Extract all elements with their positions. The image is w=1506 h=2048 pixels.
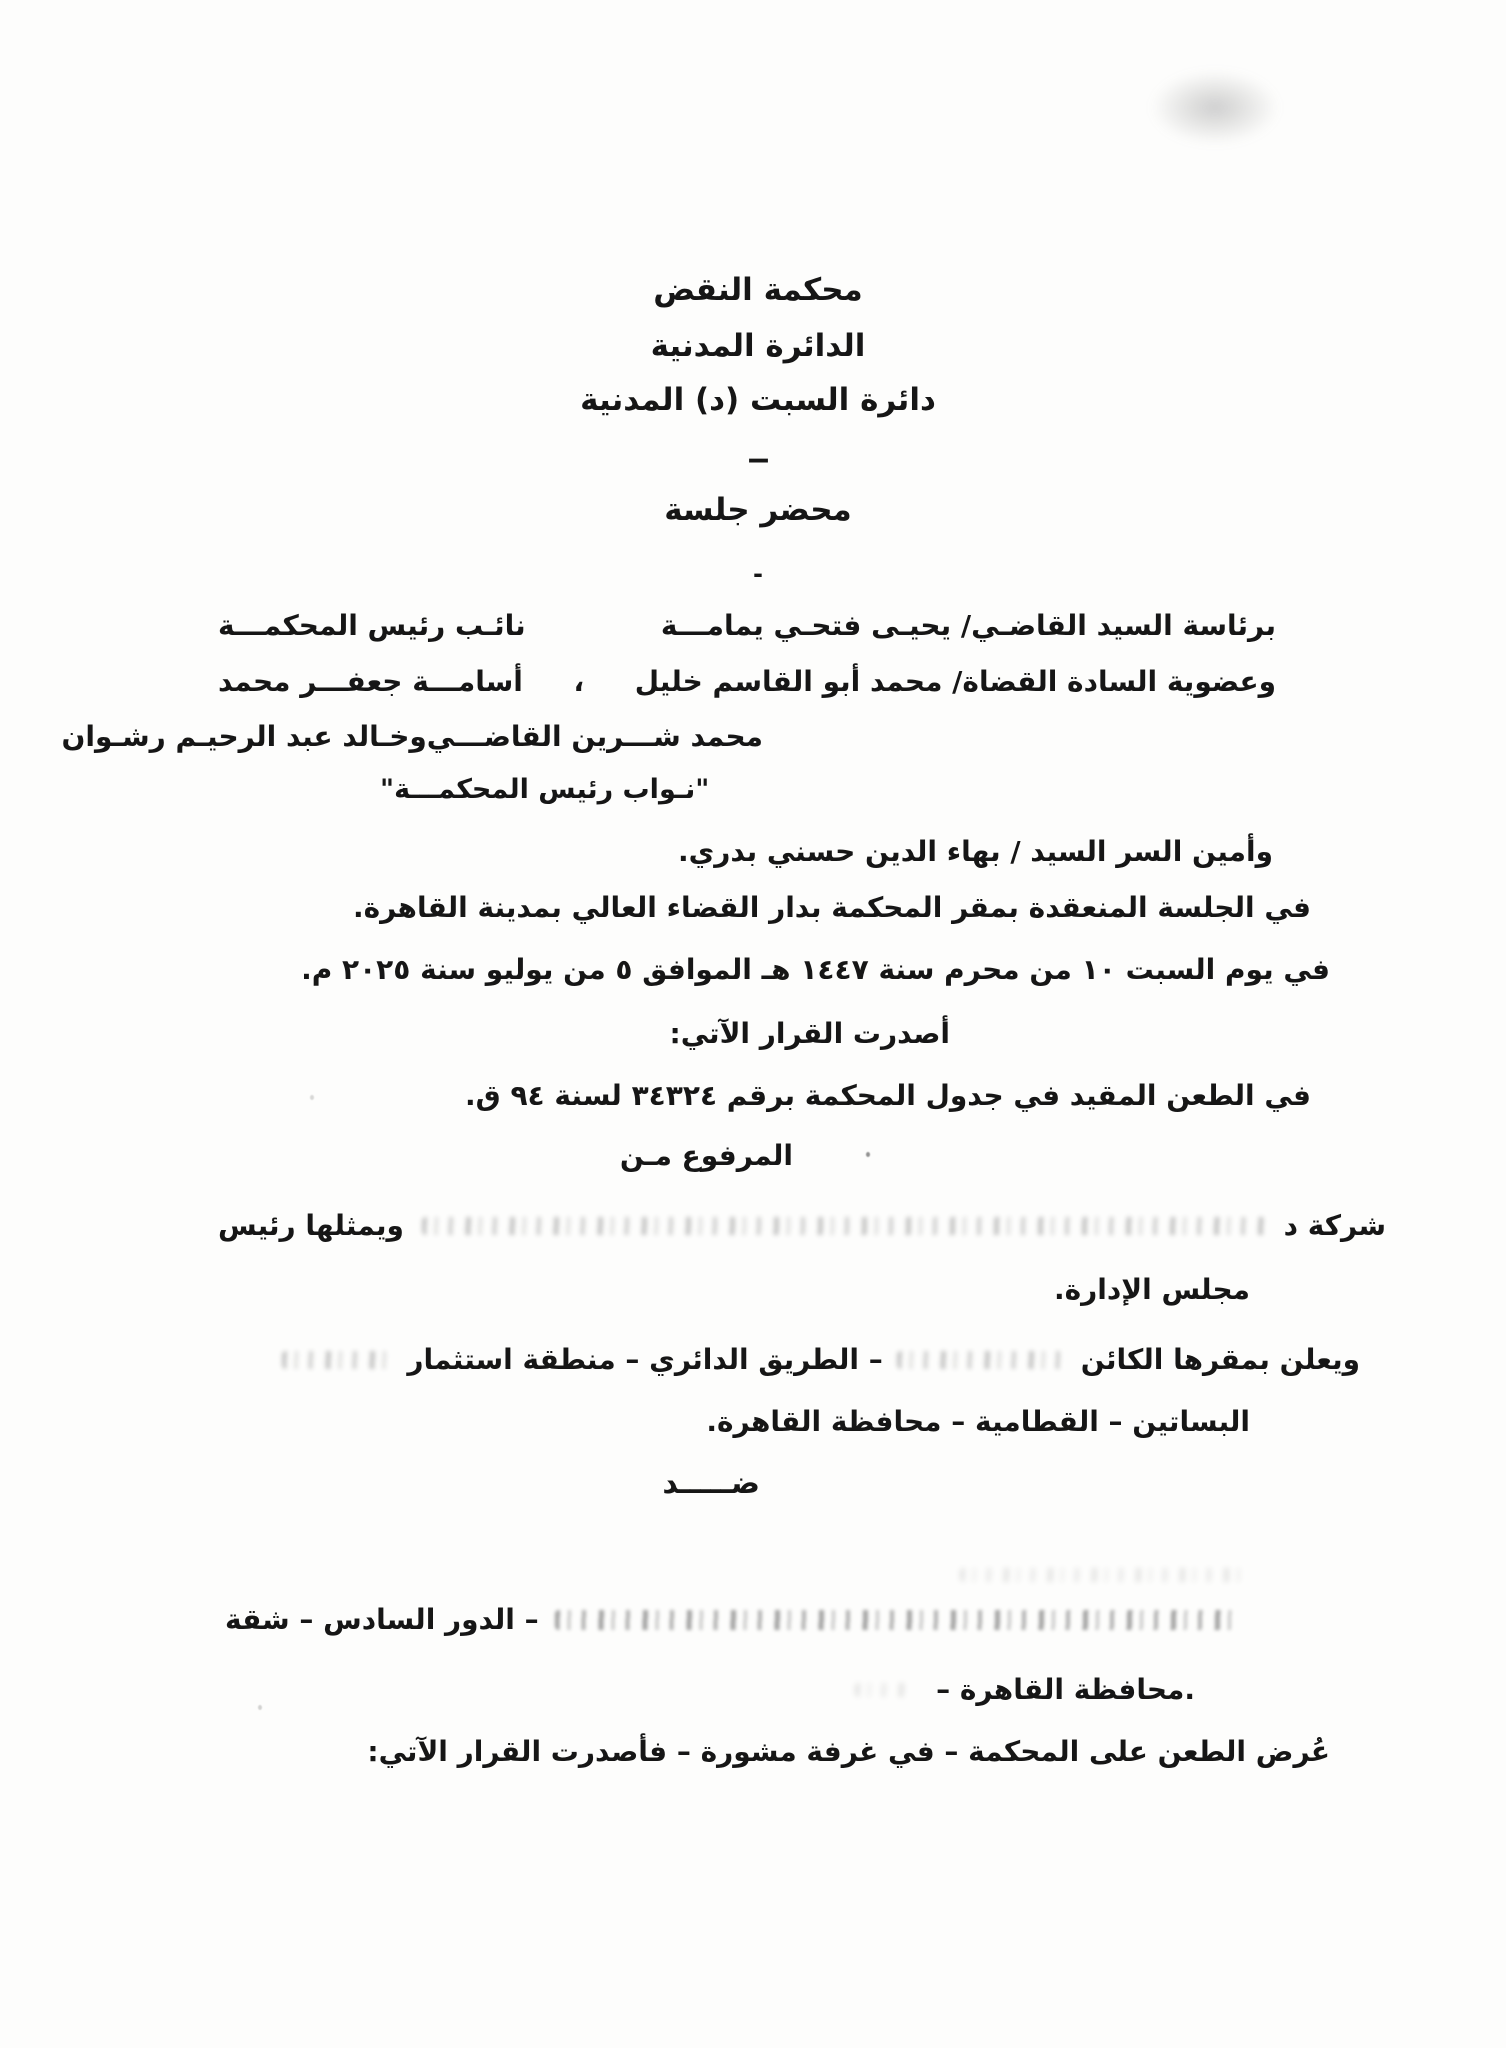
redacted-text — [960, 1568, 1250, 1582]
presiding-judge-title: نائـب رئيس المحكمـــة — [218, 609, 526, 642]
court-circuit: دائرة السبت (د) المدنية — [580, 382, 936, 418]
filed-by-heading: المرفوع مـن — [619, 1139, 793, 1172]
appellant-address-continuation: البساتين – القطامية – محافظة القاهرة. — [706, 1405, 1250, 1438]
conjunction-waw: و — [409, 720, 427, 753]
address-prefix: ويعلن بمقرها الكائن — [1080, 1343, 1360, 1376]
versus-heading: ضـــــد — [662, 1466, 760, 1501]
deputies-note: "نـواب رئيس المحكمـــة" — [380, 774, 710, 805]
redacted-appellant-name — [422, 1217, 1266, 1235]
appellant-representative: ويمثلها رئيس — [218, 1209, 404, 1242]
names-separator-comma: ، — [573, 665, 585, 698]
court-division: الدائرة المدنية — [650, 328, 866, 364]
redacted-address-part — [897, 1351, 1067, 1369]
member-judge-name-3: محمد شـــرين القاضـــي — [426, 720, 763, 753]
appeal-number-line: في الطعن المقيد في جدول المحكمة برقم ٣٤٣٢٤ لسنة ٩٤ ق. — [465, 1079, 1311, 1112]
respondent-address-line — [225, 1598, 1250, 1642]
panel-presiding-line — [218, 604, 1276, 648]
respondent-address-mid: – الدور السادس – شقة — [225, 1603, 539, 1636]
scan-speck — [866, 1152, 870, 1157]
appellant-name-prefix: شركة د — [1283, 1209, 1386, 1242]
panel-members-line-2 — [61, 715, 763, 759]
redacted-address-part — [282, 1351, 395, 1369]
address-mid: – الطريق الدائري – منطقة استثمار — [407, 1343, 883, 1376]
review-closing-line: عُرض الطعن على المحكمة – في غرفة مشورة – فأصدرت القرار الآتي: — [367, 1735, 1330, 1768]
presiding-judge-name: برئاسة السيد القاضـي/ يحيـى فتحـي يمامـــة — [660, 609, 1276, 642]
divider-dash: – — [746, 442, 770, 477]
member-judge-name-2: أسامـــة جعفـــر محمد — [218, 665, 523, 698]
appellant-address-line — [270, 1338, 1360, 1382]
appellant-line — [218, 1204, 1386, 1248]
redacted-respondent-address — [555, 1610, 1234, 1630]
redacted-text — [855, 1683, 910, 1697]
appellant-representative-continuation: مجلس الإدارة. — [1054, 1273, 1250, 1306]
member-judge-name-1: وعضوية السادة القضاة/ محمد أبو القاسم خليل — [634, 665, 1276, 698]
small-dash: - — [753, 560, 763, 588]
secretary-line: وأمين السر السيد / بهاء الدين حسني بدري. — [677, 835, 1273, 868]
court-name: محكمة النقض — [653, 272, 863, 308]
scan-speck — [258, 1705, 262, 1710]
member-judge-name-4: خـالد عبد الرحيـم رشـوان — [61, 720, 410, 753]
redacted-respondent-name-line — [960, 1552, 1250, 1596]
respondent-address-continuation: – محافظة القاهرة. — [936, 1673, 1195, 1706]
session-venue-line: في الجلسة المنعقدة بمقر المحكمة بدار القضاء العالي بمدينة القاهرة. — [352, 891, 1311, 924]
respondent-address-continuation-line — [855, 1668, 1195, 1712]
panel-members-line-1 — [218, 660, 1276, 704]
decision-heading: أصدرت القرار الآتي: — [669, 1017, 950, 1050]
document-type-title: محضر جلسة — [664, 492, 852, 528]
session-date-line: في يوم السبت ١٠ من محرم سنة ١٤٤٧ هـ الموافق ٥ من يوليو سنة ٢٠٢٥ م. — [301, 953, 1330, 986]
scan-smudge-artifact — [1150, 70, 1280, 145]
